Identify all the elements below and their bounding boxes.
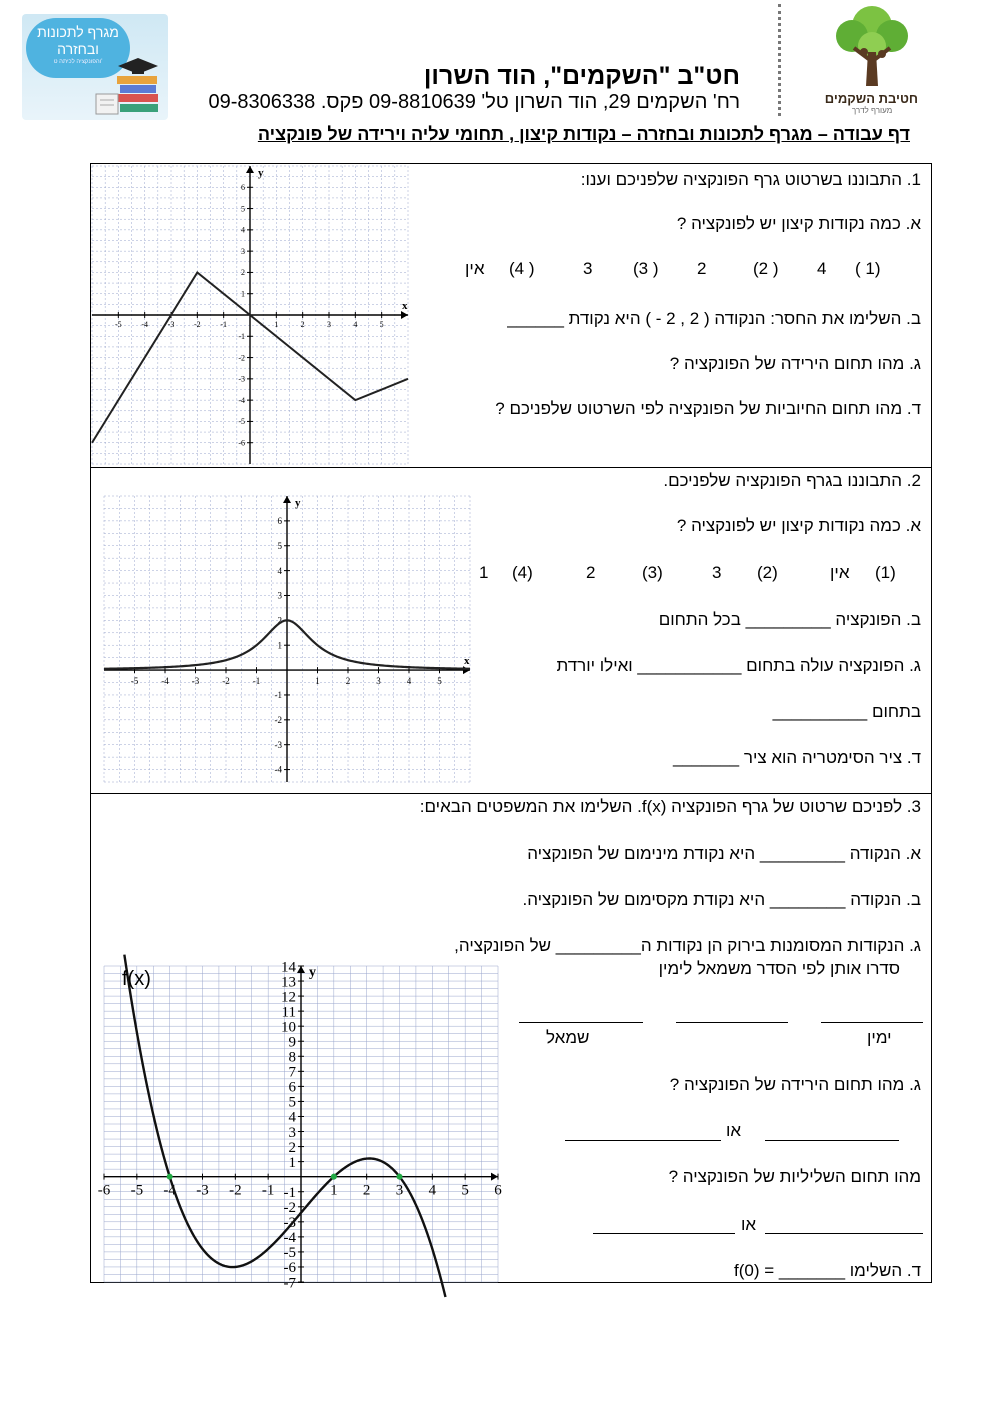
y-tick-label: 2 <box>288 1139 296 1156</box>
left-label: שמאל <box>546 1028 590 1047</box>
q1-option-4: (4 ) <box>509 259 535 278</box>
y-axis-arrow <box>246 166 254 173</box>
x-axis-label: x <box>464 655 470 668</box>
q2-option-3-value: 2 <box>586 563 596 582</box>
q1-option-3-value: 3 <box>583 259 593 278</box>
answer-blank-left[interactable] <box>519 1022 643 1023</box>
y-tick-label: 3 <box>241 246 245 256</box>
x-tick-label: -1 <box>220 320 228 329</box>
q3-c2: ג. מהו תחום הירידה של הפונקציה ? <box>669 1075 921 1094</box>
y-tick-label: 7 <box>288 1064 296 1081</box>
q1-option-1-value: 4 <box>817 259 827 278</box>
x-tick-label: 6 <box>494 1182 502 1199</box>
y-tick-label: -2 <box>238 353 245 363</box>
x-axis-label: x <box>402 300 408 312</box>
x-tick-label: 1 <box>315 676 320 687</box>
x-tick-label: 3 <box>395 1182 404 1199</box>
logo-tagline: מעורף לדרך <box>851 106 893 115</box>
y-tick-label: -1 <box>238 332 245 342</box>
y-tick-label: 4 <box>277 565 282 576</box>
q1-c: ג. מהו תחום הירידה של הפונקציה ? <box>669 354 921 373</box>
x-tick-label: -2 <box>229 1182 242 1199</box>
y-axis-label: y <box>295 497 301 509</box>
x-axis-arrow <box>463 666 470 674</box>
y-tick-label: -6 <box>283 1260 296 1277</box>
y-tick-label: 13 <box>281 974 296 991</box>
y-tick-label: -3 <box>238 374 245 384</box>
right-label: ימין <box>867 1028 892 1047</box>
y-tick-label: 4 <box>241 225 245 235</box>
y-tick-label: -5 <box>238 417 245 427</box>
y-tick-label: 1 <box>277 640 282 651</box>
y-tick-label: 6 <box>288 1079 296 1096</box>
y-axis-label: y <box>309 965 316 980</box>
course-badge <box>22 14 168 120</box>
y-tick-label: -4 <box>238 395 245 405</box>
y-tick-label: 11 <box>281 1004 296 1021</box>
q3-c-line2: סדרו אותן לפי הסדר משמאל לימין <box>658 959 900 978</box>
y-tick-label: 3 <box>288 1124 296 1141</box>
q2-option-2: (2) <box>757 563 778 582</box>
q2-option-1-value: אין <box>830 563 850 582</box>
x-tick-label: -6 <box>97 1182 111 1199</box>
x-tick-label: -1 <box>261 1182 275 1199</box>
badge-small: והפונקציה לכיתה ט' <box>53 59 103 65</box>
q3-a: א. הנקודה _________ היא נקודת מינימום של הפונקציה <box>527 844 921 863</box>
y-tick-label: 10 <box>281 1019 296 1036</box>
q1-option-2: (2 ) <box>753 259 779 278</box>
x-tick-label: -4 <box>161 676 169 687</box>
y-tick-label: 1 <box>241 289 245 299</box>
y-tick-label: 3 <box>277 590 282 601</box>
y-tick-label: 14 <box>281 959 296 976</box>
y-tick-label: -3 <box>283 1215 296 1232</box>
answer-blank-negative-2[interactable] <box>593 1233 735 1234</box>
school-address: רח' השקמים 29, הוד השרון טל' 09-8810639 פקס. 09-8306338 <box>208 91 740 113</box>
y-tick-label: 5 <box>277 540 282 551</box>
answer-blank-negative-1[interactable] <box>765 1233 923 1234</box>
x-tick-label: 5 <box>379 320 384 329</box>
y-tick-label: 5 <box>241 204 245 214</box>
y-tick-label: 6 <box>241 183 245 193</box>
q2-a: א. כמה נקודות קיצון יש לפונקציה ? <box>676 516 921 535</box>
school-title: חט"ב "השקמים", הוד השרון <box>423 62 740 90</box>
y-tick-label: -3 <box>274 739 282 750</box>
graph-3-function-label: f(x) <box>122 968 151 990</box>
q3-d: ד. השלימו _______ = f(0) <box>733 1261 921 1280</box>
q1-option-2-value: 2 <box>697 259 707 278</box>
y-tick-label: -4 <box>274 764 282 775</box>
x-tick-label: -5 <box>114 320 122 329</box>
q3-negative: מהו תחום השליליות של הפונקציה ? <box>668 1167 921 1186</box>
q2-option-4: (4) <box>512 563 533 582</box>
answer-blank-decrease-1[interactable] <box>765 1140 899 1141</box>
q1-b: ב. השלימו את החסר: הנקודה ( 2 , 2 - ) היא נקודת ______ <box>507 309 921 328</box>
highlighted-point <box>331 1174 337 1180</box>
q2-option-4-value: 1 <box>479 563 489 582</box>
y-axis-arrow <box>297 966 305 973</box>
y-tick-label: 2 <box>241 268 245 278</box>
y-tick-label: -2 <box>274 714 282 725</box>
y-tick-label: 5 <box>288 1094 296 1111</box>
y-tick-label: -7 <box>283 1275 296 1292</box>
x-tick-label: -4 <box>163 1182 176 1199</box>
q1-title: 1. התבוננו בשרטוט גרף הפונקציה שלפניכם וענו: <box>580 170 921 189</box>
y-tick-label: -4 <box>283 1230 296 1247</box>
y-axis-arrow <box>283 496 291 503</box>
x-tick-label: 5 <box>461 1182 469 1199</box>
page-title: דף עבודה – מגרף לתכונות ובחזרה – נקודות קיצון , תחומי עליה וירידה של פונקציה <box>257 124 910 144</box>
x-tick-label: 2 <box>362 1182 371 1199</box>
q1-option-1: ( 1) <box>855 259 881 278</box>
x-tick-label: -3 <box>191 676 200 687</box>
lamp-icon <box>92 76 122 116</box>
header-divider <box>778 4 781 116</box>
y-tick-label: -5 <box>283 1245 296 1262</box>
q1-d: ד. מהו תחום החיוביות של הפונקציה לפי השרטוט שלפניכם ? <box>495 399 921 418</box>
highlighted-point <box>167 1174 173 1180</box>
or-label-1: או <box>726 1121 742 1140</box>
x-tick-label: -5 <box>130 676 139 687</box>
x-tick-label: 4 <box>428 1182 437 1199</box>
or-label-2: או <box>741 1215 757 1234</box>
x-tick-label: 3 <box>327 320 331 329</box>
q2-option-2-value: 3 <box>712 563 722 582</box>
q1-option-4-value: אין <box>465 259 485 278</box>
graph-1 <box>92 164 408 466</box>
x-tick-label: 4 <box>353 320 358 329</box>
x-tick-label: -1 <box>252 676 261 687</box>
x-axis-arrow <box>491 1173 498 1181</box>
x-axis-arrow <box>401 311 408 319</box>
graph-2 <box>104 492 470 786</box>
answer-blank-right[interactable] <box>821 1022 923 1023</box>
q2-c2: בתחום __________ <box>772 702 921 721</box>
q3-b: ב. הנקודה ________ היא נקודת מקסימום של הפונקציה. <box>522 890 921 909</box>
x-tick-label: -2 <box>222 676 230 687</box>
q2-title: 2. התבוננו בגרף הפונקציה שלפניכם. <box>663 471 921 490</box>
x-tick-label: 5 <box>437 676 442 687</box>
q1-option-3: (3 ) <box>633 259 659 278</box>
x-tick-label: 1 <box>274 320 279 329</box>
y-tick-label: 4 <box>288 1109 296 1126</box>
highlighted-point <box>397 1174 403 1180</box>
q2-option-1: (1) <box>875 563 896 582</box>
answer-blank-middle[interactable] <box>676 1022 788 1023</box>
q2-b: ב. הפונקציה _________ בכל התחום <box>658 610 921 629</box>
y-tick-label: 12 <box>281 989 296 1006</box>
q2-d: ד. ציר הסימטריה הוא ציר _______ <box>672 748 921 767</box>
q1-a: א. כמה נקודות קיצון יש לפונקציה ? <box>676 214 921 233</box>
school-logo <box>826 2 918 114</box>
x-tick-label: 2 <box>300 320 305 329</box>
graph-3 <box>96 959 506 1292</box>
y-tick-label: 6 <box>277 516 282 527</box>
y-tick-label: 1 <box>288 1154 296 1171</box>
y-tick-label: -2 <box>283 1200 296 1217</box>
q3-title: 3. לפניכם שרטוט של גרף הפונקציה f(x). השלימו את המשפטים הבאים: <box>419 797 921 816</box>
y-tick-label: 8 <box>288 1049 296 1066</box>
x-tick-label: 4 <box>406 676 412 687</box>
y-tick-label: 9 <box>288 1034 296 1051</box>
q3-c: ג. הנקודות המסומנות בירוק הן נקודות ה_________ של הפונקציה, <box>454 936 921 955</box>
x-tick-label: -2 <box>193 320 201 329</box>
y-tick-label: -1 <box>283 1184 296 1201</box>
badge-line1: מגרף לתכונות <box>37 24 119 40</box>
y-tick-label: -6 <box>238 438 245 448</box>
tree-icon <box>826 2 918 86</box>
x-tick-label: 3 <box>376 676 381 687</box>
x-tick-label: -5 <box>130 1182 144 1199</box>
x-tick-label: -3 <box>167 320 175 329</box>
x-tick-label: 1 <box>330 1182 338 1199</box>
x-tick-label: -4 <box>141 320 149 329</box>
x-tick-label: 2 <box>345 676 351 687</box>
x-tick-label: -3 <box>196 1182 209 1199</box>
y-axis-label: y <box>258 167 264 179</box>
y-tick-label: -1 <box>274 690 282 701</box>
q2-c: ג. הפונקציה עולה בתחום ___________ ואילו יורדת <box>556 656 921 675</box>
answer-blank-decrease-2[interactable] <box>565 1140 721 1141</box>
logo-name: חטיבת השקמים <box>824 91 918 106</box>
q2-option-3: (3) <box>642 563 663 582</box>
y-tick-label: 2 <box>277 615 282 626</box>
badge-line2: ובחזרה <box>57 41 99 57</box>
